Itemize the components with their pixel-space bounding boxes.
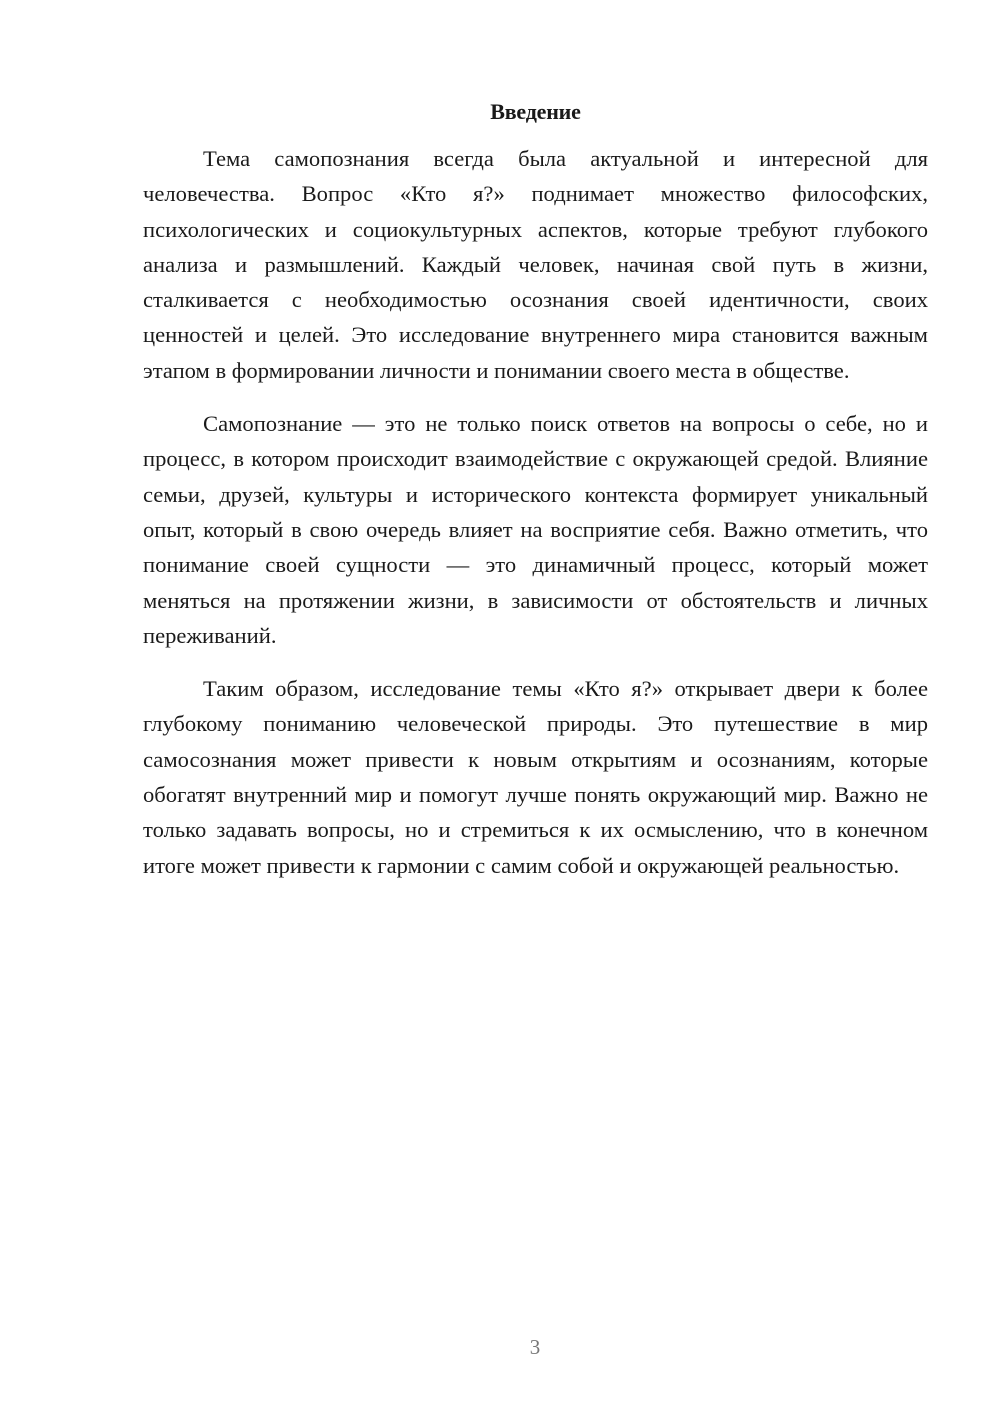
body-text [143, 141, 928, 883]
paragraph-2: Самопознание — это не только поиск ответов на вопросы о себе, но и процесс, в котором происходит взаимодействие с окружающей средой. Влияние семьи, друзей, культуры и исторического контекста формирует уникальный опыт, который в свою очередь влияет на восприятие себя. Важно отметить, что понимание своей сущности — это динамичный процесс, который может меняться на протяжении жизни, в зависимости от обстоятельств и личных переживаний. [143, 411, 928, 648]
page-number: 3 [529, 1335, 541, 1359]
paragraph-1: Тема самопознания всегда была актуальной и интересной для человечества. Вопрос «Кто я?» поднимает множество философских, психологических и социокультурных аспектов, которые требуют глубокого анализа и размышлений. Каждый человек, начиная свой путь в жизни, сталкивается с необходимостью осознания своей идентичности, своих ценностей и целей. Это исследование внутреннего мира становится важным этапом в формировании личности и понимании своего места в обществе. [143, 146, 928, 383]
section-heading: Введение [490, 99, 581, 124]
paragraph-3: Таким образом, исследование темы «Кто я?» открывает двери к более глубокому пониманию человеческой природы. Это путешествие в мир самосознания может привести к новым открытиям и осознаниям, которые обогатят внутренний мир и помогут лучше понять окружающий мир. Важно не только задавать вопросы, но и стремиться к их осмыслению, что в конечном итоге может привести к гармонии с самим собой и окружающей реальностью. [143, 676, 928, 878]
